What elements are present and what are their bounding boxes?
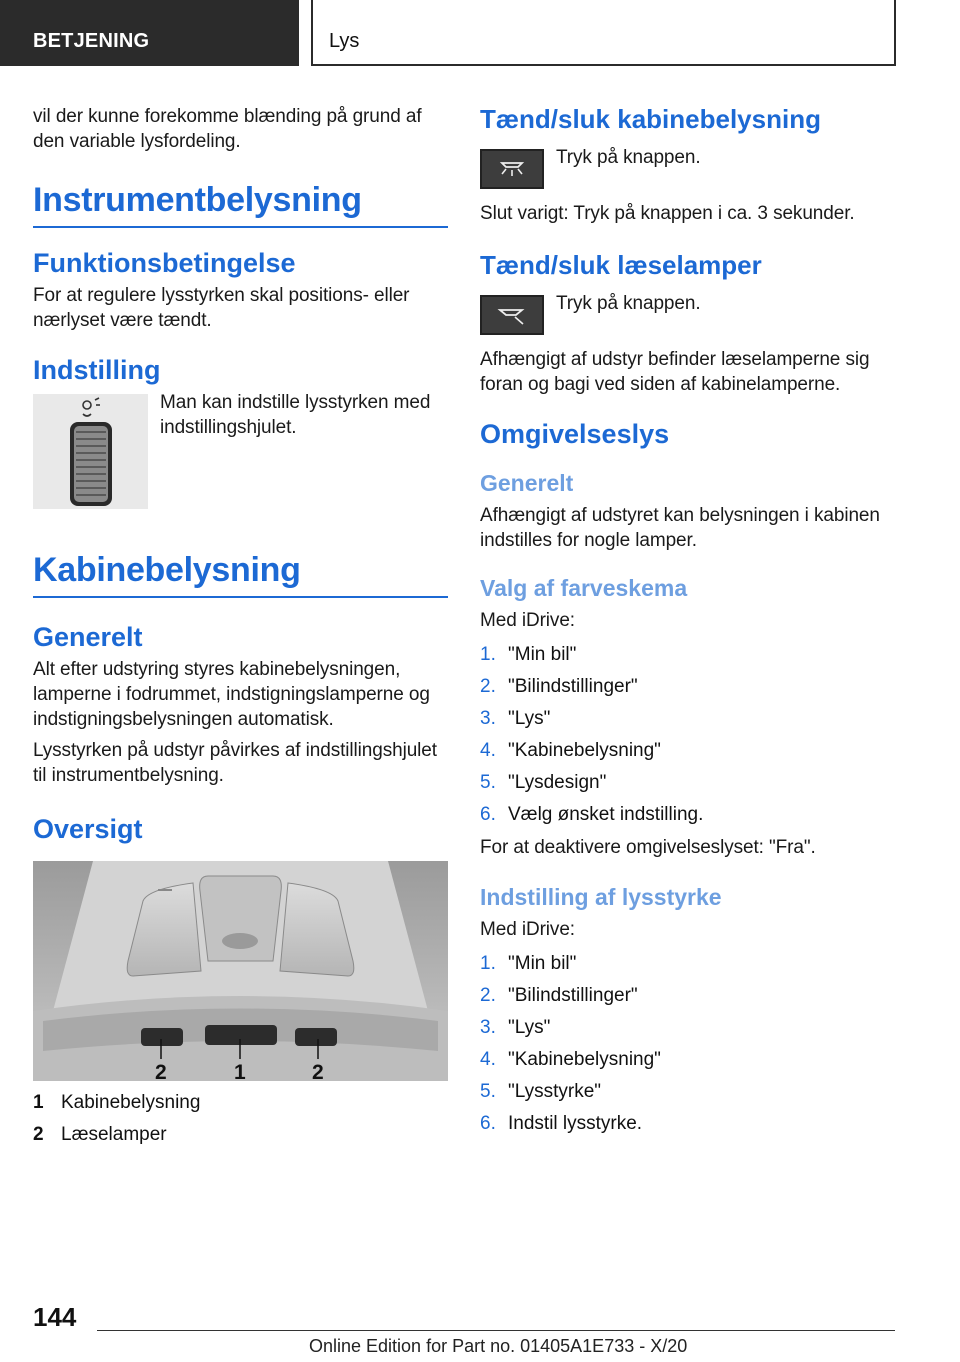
left-column xyxy=(33,104,448,1151)
list-item xyxy=(480,1076,895,1108)
reading-button-row xyxy=(480,295,895,335)
list-item xyxy=(480,703,895,735)
heading-indstilling: Indstilling xyxy=(33,355,161,385)
cabin-button-row xyxy=(480,149,895,189)
list-item xyxy=(480,1044,895,1076)
heading-color-scheme: Valg af farveskema xyxy=(480,575,688,601)
heading-reading-lamps: Tænd/sluk læselamper xyxy=(480,250,762,280)
setting-figure-row xyxy=(33,394,448,509)
list-number: 1. xyxy=(480,644,496,665)
list-text: "Lysstyrke" xyxy=(508,1081,602,1102)
ambient-general-text: Afhængigt af udstyret kan belysningen i kabinen indstilles for nogle lamper. xyxy=(480,505,880,551)
callout-label-left: 2 xyxy=(155,1061,167,1081)
list-text: "Lysdesign" xyxy=(508,772,607,793)
list-item xyxy=(480,799,895,831)
figure-legend xyxy=(33,1087,448,1151)
heading-cabin-toggle: Tænd/sluk kabinebelysning xyxy=(480,104,821,134)
list-item xyxy=(480,980,895,1012)
thumbwheel-icon xyxy=(33,394,148,509)
footer-divider xyxy=(97,1330,895,1331)
legend-label: Læselamper xyxy=(61,1124,167,1145)
reading-lamp-button-image xyxy=(480,295,544,335)
brightness-intro: Med iDrive: xyxy=(480,919,575,940)
chapter-title: Lys xyxy=(311,0,896,66)
heading-funktionsbetingelse: Funktionsbetingelse xyxy=(33,248,296,278)
intro-paragraph: vil der kunne forekomme blænding på grund af den variable lysfordeling. xyxy=(33,106,422,152)
overhead-console-illustration xyxy=(33,861,448,1081)
chapter-section-label: BETJENING xyxy=(0,0,299,66)
general-paragraph-1: Alt efter udstyring styres kabinebelysningen, lamperne i fodrummet, indstigningslamperne og indstigningsbelysningen automatisk. xyxy=(33,659,430,730)
list-number: 6. xyxy=(480,804,496,825)
brightness-steps-list xyxy=(480,948,895,1140)
cabin-light-button-image xyxy=(480,149,544,189)
list-number: 5. xyxy=(480,1081,496,1102)
legend-number: 2 xyxy=(33,1124,44,1145)
list-item xyxy=(480,948,895,980)
list-number: 5. xyxy=(480,772,496,793)
list-item xyxy=(480,671,895,703)
func-paragraph: For at regulere lysstyrken skal positions- eller nærlyset være tændt. xyxy=(33,285,410,331)
page-number: 144 xyxy=(33,1302,77,1332)
footer-edition: Online Edition for Part no. 01405A1E733 - X/20 xyxy=(309,1336,688,1356)
list-text: "Bilindstillinger" xyxy=(508,985,638,1006)
heading-instrumentbelysning: Instrumentbelysning xyxy=(33,181,448,228)
reading-note: Afhængigt af udstyr befinder læselamperne sig foran og bagi ved siden af kabinelamperne. xyxy=(480,349,870,395)
list-number: 2. xyxy=(480,985,496,1006)
reading-text: Tryk på knappen. xyxy=(556,293,701,314)
legend-item xyxy=(33,1119,448,1151)
color-intro: Med iDrive: xyxy=(480,610,575,631)
heading-ambient-general: Generelt xyxy=(480,470,574,496)
dimmer-wheel-image xyxy=(33,394,148,509)
list-text: "Bilindstillinger" xyxy=(508,676,638,697)
legend-number: 1 xyxy=(33,1092,44,1113)
heading-brightness: Indstilling af lysstyrke xyxy=(480,884,722,910)
cabin-light-icon xyxy=(482,151,542,187)
list-number: 1. xyxy=(480,953,496,974)
legend-label: Kabinebelysning xyxy=(61,1092,201,1113)
list-text: Indstil lysstyrke. xyxy=(508,1113,643,1134)
list-number: 4. xyxy=(480,1049,496,1070)
color-steps-list xyxy=(480,639,895,831)
list-text: Vælg ønsket indstilling. xyxy=(508,804,704,825)
setting-paragraph: Man kan indstille lysstyrken med indstillingshjulet. xyxy=(160,392,431,438)
general-paragraph-2: Lysstyrken på udstyr påvirkes af indstillingshjulet til instrumentbelysning. xyxy=(33,740,437,786)
list-item xyxy=(480,767,895,799)
list-item xyxy=(480,1108,895,1140)
cabin-toggle-text: Tryk på knappen. xyxy=(556,147,701,168)
list-item xyxy=(480,735,895,767)
heading-omgivelseslys: Omgivelseslys xyxy=(480,419,670,449)
list-text: "Min bil" xyxy=(508,644,577,665)
list-number: 6. xyxy=(480,1113,496,1134)
callout-label-center: 1 xyxy=(234,1061,246,1081)
color-note: For at deaktivere omgivelseslyset: "Fra". xyxy=(480,837,816,858)
list-text: "Kabinebelysning" xyxy=(508,1049,661,1070)
list-item xyxy=(480,1012,895,1044)
cabin-toggle-note: Slut varigt: Tryk på knappen i ca. 3 sekunder. xyxy=(480,203,855,224)
overhead-console-photo xyxy=(33,861,448,1081)
list-item xyxy=(480,639,895,671)
legend-item xyxy=(33,1087,448,1119)
list-number: 2. xyxy=(480,676,496,697)
list-text: "Min bil" xyxy=(508,953,577,974)
heading-kabinebelysning: Kabinebelysning xyxy=(33,551,448,598)
right-column xyxy=(480,104,895,1140)
reading-lamp-icon xyxy=(482,297,542,333)
heading-generelt: Generelt xyxy=(33,622,143,652)
callout-label-right: 2 xyxy=(312,1061,324,1081)
list-number: 3. xyxy=(480,708,496,729)
heading-oversigt: Oversigt xyxy=(33,814,143,844)
list-text: "Kabinebelysning" xyxy=(508,740,661,761)
list-text: "Lys" xyxy=(508,1017,551,1038)
list-number: 4. xyxy=(480,740,496,761)
list-number: 3. xyxy=(480,1017,496,1038)
list-text: "Lys" xyxy=(508,708,551,729)
